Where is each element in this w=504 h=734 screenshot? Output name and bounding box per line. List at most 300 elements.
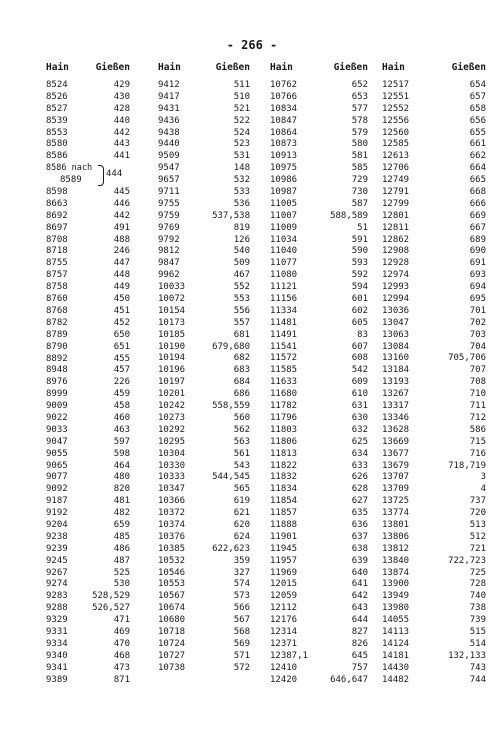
giessen-number: 327: [233, 567, 250, 578]
table-row: [46, 651, 158, 663]
giessen-number: 720: [469, 508, 486, 519]
giessen-number: 557: [233, 317, 250, 328]
table-row: [46, 389, 158, 401]
hain-number: 13036: [382, 305, 410, 316]
giessen-number: 452: [113, 317, 130, 328]
hain-number: 13709: [382, 484, 410, 495]
table-row: [46, 579, 158, 591]
table-row: [158, 330, 270, 342]
table-row: [382, 92, 494, 104]
giessen-number: 626: [351, 472, 368, 483]
giessen-number: 464: [113, 460, 130, 471]
hain-number: 8663: [46, 198, 68, 209]
table-row: [158, 461, 270, 473]
table-row: [382, 532, 494, 544]
hain-number: 14055: [382, 615, 410, 626]
table-row: [158, 508, 270, 520]
hain-number: 8580: [46, 139, 68, 150]
giessen-number: 473: [113, 662, 130, 673]
giessen-number: 459: [113, 389, 130, 400]
hain-number: 11156: [270, 294, 298, 305]
table-row: [46, 675, 158, 687]
rows: [158, 80, 270, 675]
table-row: [158, 532, 270, 544]
table-row: [158, 163, 270, 175]
table-row: [46, 413, 158, 425]
hain-number: 11080: [270, 270, 298, 281]
giessen-number: 725: [469, 567, 486, 578]
table-row: [158, 318, 270, 330]
hain-number: 9283: [46, 591, 68, 602]
giessen-number: 445: [113, 187, 130, 198]
giessen-number: 525: [113, 567, 130, 578]
table-row: [158, 139, 270, 151]
table-row: [270, 461, 382, 473]
table-row: [46, 520, 158, 532]
hain-number: 11077: [270, 258, 298, 269]
hain-number: 10333: [158, 472, 186, 483]
hain-number: 9436: [158, 115, 180, 126]
column-header: [46, 62, 158, 75]
giessen-number: 556: [233, 305, 250, 316]
hain-number: 13980: [382, 603, 410, 614]
table-row: [46, 663, 158, 675]
giessen-number: 552: [233, 282, 250, 293]
hain-number: 11813: [270, 448, 298, 459]
table-row: [46, 425, 158, 437]
hain-number: 13840: [382, 555, 410, 566]
table-row: [270, 556, 382, 568]
table-row: [382, 544, 494, 556]
table-row: [46, 270, 158, 282]
table-row: [382, 258, 494, 270]
hain-number: 9412: [158, 80, 180, 90]
giessen-number: 605: [351, 317, 368, 328]
table-row: [270, 520, 382, 532]
table-row: [270, 579, 382, 591]
hain-number: 11334: [270, 305, 298, 316]
table-row: [158, 306, 270, 318]
giessen-number: 577: [351, 103, 368, 114]
giessen-number: 729: [351, 175, 368, 186]
table-row: [270, 211, 382, 223]
table-row: [270, 187, 382, 199]
giessen-number: 661: [469, 139, 486, 150]
table-row: [382, 306, 494, 318]
rows: [46, 187, 158, 686]
giessen-number: 553: [233, 294, 250, 305]
hain-number: 12517: [382, 80, 410, 90]
table-row: [270, 306, 382, 318]
table-row: [46, 330, 158, 342]
table-row: [46, 199, 158, 211]
hain-number: 11633: [270, 377, 298, 388]
giessen-number: 656: [469, 115, 486, 126]
hain-number: 10913: [270, 151, 298, 162]
giessen-number: 526,527: [92, 603, 130, 614]
giessen-number: 645: [351, 650, 368, 661]
table-row: [270, 437, 382, 449]
giessen-number: 590: [351, 246, 368, 257]
giessen-number: 662: [469, 151, 486, 162]
hain-number: 11832: [270, 472, 298, 483]
hain-number: 11957: [270, 555, 298, 566]
hain-number: 9204: [46, 519, 68, 530]
hain-number: 13707: [382, 472, 410, 483]
hain-number: 10273: [158, 412, 186, 423]
hain-number: 11040: [270, 246, 298, 257]
giessen-number: 682: [233, 353, 250, 364]
giessen-number: 523: [233, 139, 250, 150]
giessen-number: 632: [351, 424, 368, 435]
hain-number: 13669: [382, 436, 410, 447]
giessen-number: 441: [113, 151, 130, 162]
rows: [270, 80, 382, 686]
giessen-number: 693: [469, 270, 486, 281]
table-row: [270, 270, 382, 282]
giessen-number: 633: [351, 460, 368, 471]
giessen-number: 567: [233, 615, 250, 626]
hain-number: 10873: [270, 139, 298, 150]
table-row: [46, 603, 158, 615]
hain-number: 10366: [158, 496, 186, 507]
table-row: [270, 615, 382, 627]
giessen-number: 716: [469, 448, 486, 459]
giessen-number: 579: [351, 127, 368, 138]
giessen-number: 532: [233, 175, 250, 186]
hain-number: 10154: [158, 305, 186, 316]
hain-number: 12551: [382, 91, 410, 102]
giessen-number: 666: [469, 198, 486, 209]
hain-number: 9187: [46, 496, 68, 507]
hain-number: 10546: [158, 567, 186, 578]
giessen-number: 569: [233, 638, 250, 649]
giessen-number: 51: [357, 222, 368, 233]
table-row: [46, 544, 158, 556]
table-row: [382, 211, 494, 223]
table-row: [382, 413, 494, 425]
table-row: [382, 461, 494, 473]
giessen-number: 446: [113, 198, 130, 209]
table-row: [270, 92, 382, 104]
giessen-number: 650: [113, 329, 130, 340]
hain-number: 9431: [158, 103, 180, 114]
table-row: [158, 294, 270, 306]
table-row: [270, 675, 382, 687]
hain-number: 8718: [46, 246, 68, 257]
hain-number: 12560: [382, 127, 410, 138]
table-row: [158, 579, 270, 591]
hain-number: 13949: [382, 591, 410, 602]
table-row: [158, 187, 270, 199]
hain-number: 14124: [382, 638, 410, 649]
table-row: [382, 139, 494, 151]
giessen-number: 522: [233, 115, 250, 126]
hain-number: 8524: [46, 80, 68, 90]
hain-number: 8526: [46, 91, 68, 102]
hain-number: 10762: [270, 80, 298, 90]
table-row: [158, 615, 270, 627]
table-row: [270, 496, 382, 508]
hain-number: 10766: [270, 91, 298, 102]
table-row: [158, 639, 270, 651]
giessen-number: 485: [113, 531, 130, 542]
table-row: [382, 377, 494, 389]
table-row: [46, 80, 158, 92]
table-row: [270, 175, 382, 187]
giessen-number: 126: [233, 234, 250, 245]
table-row: [46, 461, 158, 473]
hain-number: 11901: [270, 531, 298, 542]
table-row: [158, 258, 270, 270]
hain-number: 13900: [382, 579, 410, 590]
table-row: [158, 211, 270, 223]
giessen-number: 744: [469, 674, 486, 685]
table-row: [46, 639, 158, 651]
header-hain: Hain: [382, 62, 405, 73]
giessen-number: 757: [351, 662, 368, 673]
giessen-number: 542: [351, 365, 368, 376]
table-row: [382, 401, 494, 413]
hain-number: 9334: [46, 638, 68, 649]
giessen-number: 460: [113, 412, 130, 423]
giessen-number: 739: [469, 615, 486, 626]
table-row: [382, 187, 494, 199]
table-row: [46, 401, 158, 413]
table-row: [382, 425, 494, 437]
hain-number: 12552: [382, 103, 410, 114]
hain-number: 13184: [382, 365, 410, 376]
table-row: [382, 246, 494, 258]
table-row: [270, 246, 382, 258]
hain-number: 11585: [270, 365, 298, 376]
giessen-number: 619: [233, 496, 250, 507]
hain-number: 13679: [382, 460, 410, 471]
giessen-number: 482: [113, 508, 130, 519]
giessen-number: 701: [469, 305, 486, 316]
giessen-number: 702: [469, 317, 486, 328]
hain-number: 8976: [46, 377, 68, 388]
table-row: [270, 330, 382, 342]
hain-number: 12176: [270, 615, 298, 626]
group-value: 444: [106, 169, 123, 180]
giessen-number: 737: [469, 496, 486, 507]
giessen-number: 560: [233, 412, 250, 423]
table-row: [270, 651, 382, 663]
table-row: [270, 139, 382, 151]
column-header: [158, 62, 270, 75]
table-row: [382, 389, 494, 401]
hain-number: 10532: [158, 555, 186, 566]
giessen-number: 510: [233, 91, 250, 102]
table-row: [270, 508, 382, 520]
table-row: [158, 246, 270, 258]
giessen-number: 587: [351, 198, 368, 209]
hain-number: 11803: [270, 424, 298, 435]
giessen-number: 730: [351, 187, 368, 198]
giessen-number: 513: [469, 519, 486, 530]
hain-number: 9288: [46, 603, 68, 614]
hain-number: 9274: [46, 579, 68, 590]
giessen-number: 450: [113, 294, 130, 305]
giessen-number: 728: [469, 579, 486, 590]
hain-number: 13774: [382, 508, 410, 519]
hain-number: 8539: [46, 115, 68, 126]
giessen-number: 588,589: [330, 210, 368, 221]
hain-number: 8758: [46, 282, 68, 293]
hain-number: 11782: [270, 401, 298, 412]
table-row: [158, 568, 270, 580]
giessen-number: 639: [351, 555, 368, 566]
table-row: [270, 353, 382, 365]
header-giessen: Gießen: [333, 62, 368, 73]
giessen-number: 631: [351, 401, 368, 412]
hain-number: 10197: [158, 377, 186, 388]
table-row: [46, 258, 158, 270]
hain-number: 10292: [158, 424, 186, 435]
hain-number: 10847: [270, 115, 298, 126]
giessen-number: 451: [113, 305, 130, 316]
giessen-number: 449: [113, 282, 130, 293]
table-row: [46, 128, 158, 140]
table-row: [46, 187, 158, 199]
table-row: [270, 294, 382, 306]
hain-number: 9711: [158, 187, 180, 198]
table-row: [270, 627, 382, 639]
table-row: [270, 484, 382, 496]
table-row: [46, 306, 158, 318]
hain-number: 12420: [270, 674, 298, 685]
giessen-number: 621: [233, 508, 250, 519]
giessen-number: 705,706: [448, 353, 486, 364]
table-row: [46, 484, 158, 496]
hain-number: 9341: [46, 662, 68, 673]
giessen-number: 574: [233, 579, 250, 590]
giessen-number: 608: [351, 353, 368, 364]
giessen-number: 543: [233, 460, 250, 471]
hain-number: 13317: [382, 401, 410, 412]
giessen-number: 689: [469, 234, 486, 245]
giessen-number: 531: [233, 151, 250, 162]
hain-number: 9092: [46, 484, 68, 495]
giessen-number: 440: [113, 115, 130, 126]
hain-number: 12613: [382, 151, 410, 162]
table-row: [382, 318, 494, 330]
giessen-number: 540: [233, 246, 250, 257]
giessen-number: 664: [469, 163, 486, 174]
giessen-number: 515: [469, 626, 486, 637]
table-row: [382, 270, 494, 282]
giessen-number: 602: [351, 305, 368, 316]
hain-number: 9389: [46, 674, 68, 685]
table-row: [270, 104, 382, 116]
column-3: [270, 62, 382, 686]
table-row: [270, 449, 382, 461]
table-row: [46, 449, 158, 461]
hain-number: 11541: [270, 341, 298, 352]
table-row: [158, 223, 270, 235]
giessen-number: 572: [233, 662, 250, 673]
hain-number: 9055: [46, 448, 68, 459]
giessen-number: 711: [469, 401, 486, 412]
giessen-number: 359: [233, 555, 250, 566]
table-row: [158, 151, 270, 163]
hain-number: 11822: [270, 460, 298, 471]
hain-number: 9755: [158, 198, 180, 209]
giessen-number: 592: [351, 270, 368, 281]
hain-number: 12314: [270, 626, 298, 637]
hain-number: 11680: [270, 389, 298, 400]
hain-number: 9077: [46, 472, 68, 483]
hain-number: 10304: [158, 448, 186, 459]
header-giessen: Gießen: [215, 62, 250, 73]
giessen-number: 561: [233, 448, 250, 459]
giessen-number: 544,545: [212, 472, 250, 483]
hain-number: 12749: [382, 175, 410, 186]
table-row: [382, 104, 494, 116]
giessen-number: 585: [351, 163, 368, 174]
giessen-number: 467: [233, 270, 250, 281]
giessen-number: 536: [233, 198, 250, 209]
table-row: [382, 437, 494, 449]
hain-number: 10330: [158, 460, 186, 471]
giessen-number: 571: [233, 650, 250, 661]
table-row: [270, 80, 382, 92]
hain-number: 8790: [46, 341, 68, 352]
table-row: [270, 413, 382, 425]
table-row: [382, 663, 494, 675]
giessen-number: 641: [351, 579, 368, 590]
giessen-number: 246: [113, 246, 130, 257]
giessen-number: 601: [351, 294, 368, 305]
column-header: [270, 62, 382, 75]
giessen-number: 694: [469, 282, 486, 293]
giessen-number: 722,723: [448, 555, 486, 566]
hain-number: 9769: [158, 222, 180, 233]
hain-number: 9847: [158, 258, 180, 269]
table-row: [46, 294, 158, 306]
hain-number: 9047: [46, 436, 68, 447]
table-row: [46, 532, 158, 544]
giessen-number: 627: [351, 496, 368, 507]
giessen-number: 625: [351, 436, 368, 447]
header-hain: Hain: [46, 62, 69, 73]
table-row: [46, 615, 158, 627]
table-row: [158, 342, 270, 354]
giessen-number: 654: [469, 80, 486, 90]
grouped-entry: [46, 163, 158, 187]
rows: [46, 80, 158, 163]
table-row: [46, 496, 158, 508]
hain-number: 8708: [46, 234, 68, 245]
table-row: [158, 663, 270, 675]
giessen-number: 610: [351, 389, 368, 400]
table-row: [46, 377, 158, 389]
table-row: [382, 508, 494, 520]
hain-number: 8586: [46, 151, 68, 162]
table-row: [46, 354, 158, 366]
table-row: [46, 139, 158, 151]
giessen-number: 819: [233, 222, 250, 233]
table-row: [382, 330, 494, 342]
hain-number: 8527: [46, 103, 68, 114]
giessen-number: 597: [113, 436, 130, 447]
giessen-number: 708: [469, 377, 486, 388]
giessen-number: 624: [233, 531, 250, 542]
concordance-table: [46, 62, 494, 686]
table-row: [46, 282, 158, 294]
hain-number: 13047: [382, 317, 410, 328]
